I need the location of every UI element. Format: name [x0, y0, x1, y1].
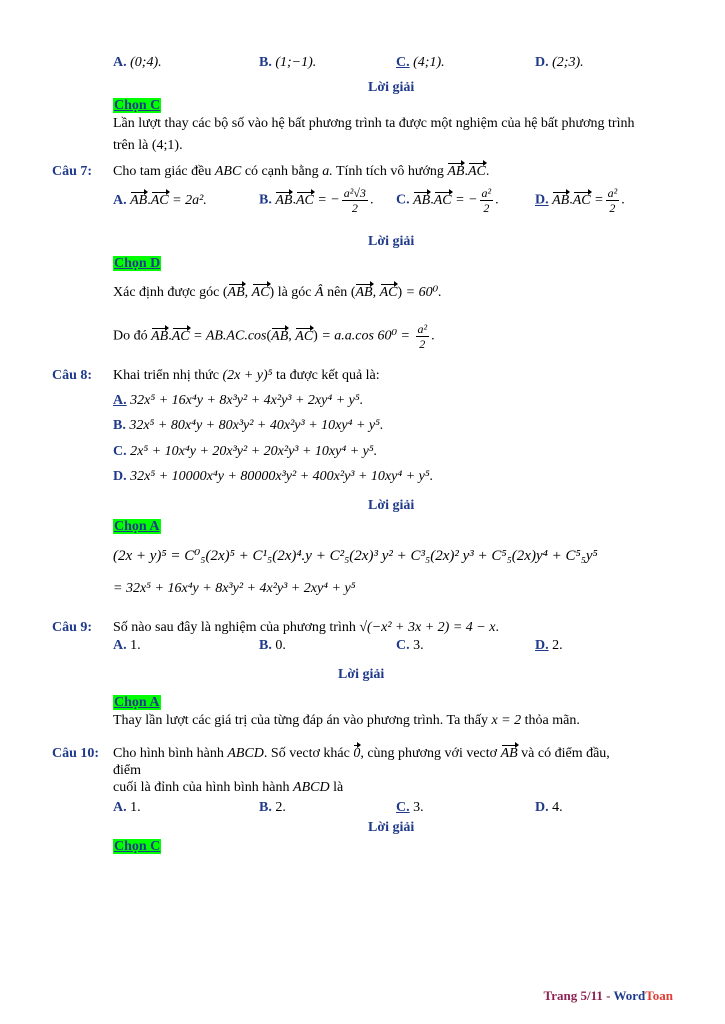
footer-brand-word: Word [613, 988, 646, 1003]
q9-option-d: D. 2. [535, 638, 563, 653]
q8-option-b: B. 32x⁵ + 80x⁴y + 80x³y² + 40x²y³ + 10xy⁴ + y⁵. [113, 418, 384, 433]
q8-option-a: A. 32x⁵ + 16x⁴y + 8x³y² + 4x²y³ + 2xy⁴ + y⁵. [113, 393, 364, 408]
vector-ab: AB [500, 746, 518, 761]
q6-explanation-line2: trên là (4;1). [113, 138, 183, 153]
q7-solution-line2: Do đó AB.AC = AB.AC.cos(AB, AC) = a.a.cos 60⁰ = $\frac{\text{a²}}{2}$ . [113, 322, 435, 351]
q6-option-c: C. (4;1). [396, 55, 445, 70]
q7-solution-heading: Lời giải [368, 234, 415, 249]
q10-solution-heading: Lời giải [368, 820, 415, 835]
q10-stem-line3: cuối là đỉnh của hình bình hành ABCD là [113, 780, 344, 795]
q10-stem-line1: Cho hình bình hành ABCD. Số vectơ khác 0, cùng phương với vectơ AB và có điểm đầu, [113, 746, 610, 761]
footer-page-number: Trang 5/11 - [543, 988, 611, 1003]
q7-option-b: B. AB.AC = − $\frac{\text{a²√3}}{2}$ . [259, 186, 374, 215]
q7-option-a: A. AB.AC = 2a². [113, 193, 207, 208]
zero-vector: 0 [353, 746, 361, 761]
vector-ab: AB [447, 164, 465, 179]
q7-stem: Cho tam giác đều ABC có cạnh bằng a. Tính tích vô hướng AB.AC. [113, 164, 490, 179]
q9-number: Câu 9: [52, 620, 93, 635]
q8-number: Câu 8: [52, 368, 93, 383]
q9-option-c: C. 3. [396, 638, 424, 653]
q9-explanation: Thay lần lượt các giá trị của từng đáp án vào phương trình. Ta thấy x = 2 thỏa mãn. [113, 713, 580, 728]
q9-option-b: B. 0. [259, 638, 286, 653]
q8-stem: Khai triển nhị thức (2x + y)⁵ ta được kết quả là: [113, 368, 380, 383]
q6-option-d: D. (2;3). [535, 55, 584, 70]
q8-solution-heading: Lời giải [368, 498, 415, 513]
q7-solution-line1: Xác định được góc (AB, AC) là góc Â nên (AB, AC) = 60⁰. [113, 285, 442, 300]
q6-explanation-line1: Lần lượt thay các bộ số vào hệ bất phương trình ta được một nghiệm của hệ bất phương trình [113, 116, 635, 131]
q6-solution-heading: Lời giải [368, 80, 415, 95]
q8-solution-result: = 32x⁵ + 16x⁴y + 8x³y² + 4x²y³ + 2xy⁴ + y⁵ [113, 581, 356, 596]
q7-number: Câu 7: [52, 164, 93, 179]
q7-option-d: D. AB.AC = $\frac{\text{a²}}{2}$ . [535, 186, 625, 215]
q6-answer-badge: Chọn C [114, 98, 161, 113]
q8-option-d: D. 32x⁵ + 10000x⁴y + 80000x³y² + 400x²y³ + 10xy⁴ + y⁵. [113, 469, 434, 484]
q8-option-c: C. 2x⁵ + 10x⁴y + 20x³y² + 20x²y³ + 10xy⁴ + y⁵. [113, 444, 378, 459]
vector-ac: AC [467, 164, 486, 179]
footer-brand-toan: Toan [645, 988, 673, 1003]
q6-option-a: A. (0;4). [113, 55, 162, 70]
q9-answer-badge: Chọn A [114, 695, 160, 710]
q7-answer-badge: Chọn D [114, 256, 161, 271]
q8-answer-badge: Chọn A [114, 519, 160, 534]
q10-option-d: D. 4. [535, 800, 563, 815]
q9-option-a: A. 1. [113, 638, 141, 653]
page-footer [544, 988, 673, 1004]
q7-option-c: C. AB.AC = − $\frac{\text{a²}}{2}$ . [396, 186, 499, 215]
q10-option-a: A. 1. [113, 800, 141, 815]
q10-option-b: B. 2. [259, 800, 286, 815]
q6-option-b: B. (1;−1). [259, 55, 317, 70]
q9-solution-heading: Lời giải [338, 667, 385, 682]
q8-solution-expansion: (2x + y)⁵ = C⁰₅(2x)⁵ + C¹₅(2x)⁴.y + C²₅(2x)³ y² + C³₅(2x)² y³ + C⁵₅(2x)y⁴ + C⁵₅y⁵ [113, 548, 598, 564]
q9-stem: Số nào sau đây là nghiệm của phương trình √(−x² + 3x + 2) = 4 − x. [113, 620, 499, 635]
q10-answer-badge: Chọn C [114, 839, 161, 854]
q10-number: Câu 10: [52, 746, 100, 761]
q10-stem-line2: điểm [113, 763, 141, 778]
q10-option-c: C. 3. [396, 800, 424, 815]
